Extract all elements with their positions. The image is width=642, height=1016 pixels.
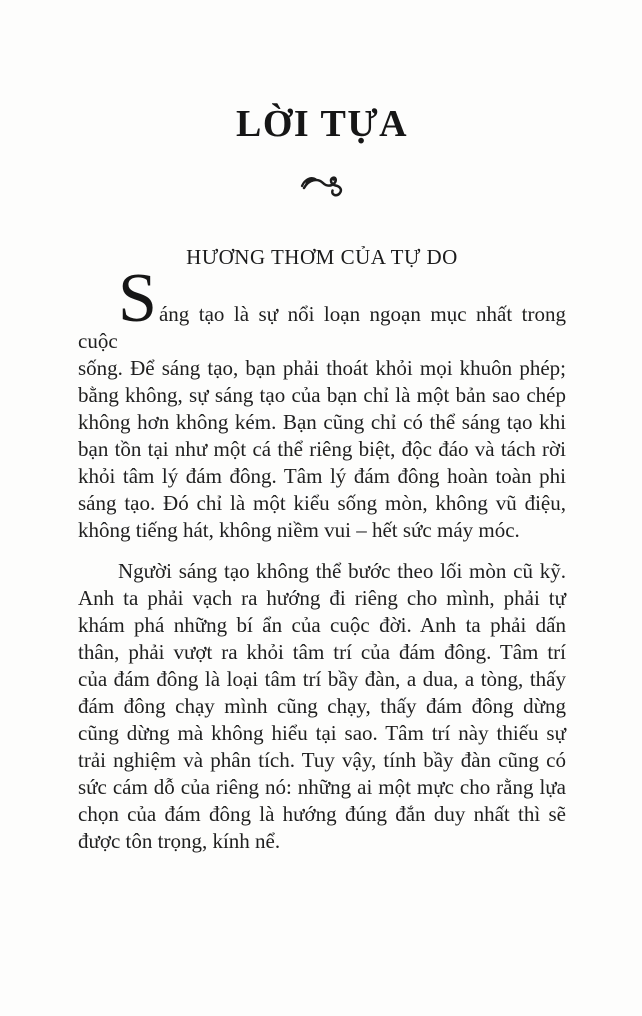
text-line: trải nghiệm và phân tích. Tuy vậy, tính bầy đàn cũng có bbox=[78, 748, 566, 773]
book-page bbox=[0, 102, 642, 1016]
text-line: bằng không, sự sáng tạo của bạn chỉ là một bản sao chép bbox=[78, 383, 566, 408]
paragraph bbox=[78, 260, 566, 544]
text-line: khỏi tâm lý đám đông. Tâm lý đám đông hoàn toàn phi bbox=[78, 464, 566, 489]
text-line: Sáng tạo là sự nổi loạn ngoạn mục nhất trong cuộc bbox=[78, 260, 566, 354]
dropcap-initial: S bbox=[118, 260, 157, 338]
text-line: được tôn trọng, kính nể. bbox=[78, 829, 281, 854]
text-line: không hơn không kém. Bạn cũng chỉ có thể sáng tạo khi bbox=[78, 410, 566, 435]
body-text bbox=[78, 260, 566, 855]
text-line: sáng tạo. Đó chỉ là một kiểu sống mòn, không vũ điệu, bbox=[78, 491, 566, 516]
text-line: Người sáng tạo không thể bước theo lối mòn cũ kỹ. bbox=[118, 559, 566, 584]
section-heading: HƯƠNG THƠM CỦA TỰ DO bbox=[186, 245, 458, 270]
paragraph bbox=[78, 558, 566, 855]
text-line: cũng dừng mà không hiểu tại sao. Tâm trí này thiếu sự bbox=[78, 721, 566, 746]
text-line: sức cám dỗ của riêng nó: những ai một mực cho rằng lựa bbox=[78, 775, 566, 800]
text-line: sống. Để sáng tạo, bạn phải thoát khỏi mọi khuôn phép; bbox=[78, 356, 566, 381]
text-line: đám đông chạy mình cũng chạy, thấy đám đông dừng bbox=[78, 694, 566, 719]
text-line: của đám đông là loại tâm trí bầy đàn, a dua, a tòng, thấy bbox=[78, 667, 566, 692]
text-line: chọn của đám đông là hướng đúng đắn duy nhất thì sẽ bbox=[78, 802, 566, 827]
text-line: bạn tồn tại như một cá thể riêng biệt, độc đáo và tách rời bbox=[78, 437, 566, 462]
text-line: khám phá những bí ẩn của cuộc đời. Anh ta phải dấn bbox=[78, 613, 566, 638]
text-line: thân, phải vượt ra khỏi tâm trí của đám đông. Tâm trí bbox=[78, 640, 566, 665]
chapter-title: LỜI TỰA bbox=[235, 103, 409, 145]
ornament-container bbox=[78, 171, 566, 201]
fleuron-swash-icon bbox=[297, 171, 347, 201]
text-line: không tiếng hát, không niềm vui – hết sức máy móc. bbox=[78, 518, 520, 543]
text-line: Anh ta phải vạch ra hướng đi riêng cho mình, phải tự bbox=[78, 586, 566, 611]
